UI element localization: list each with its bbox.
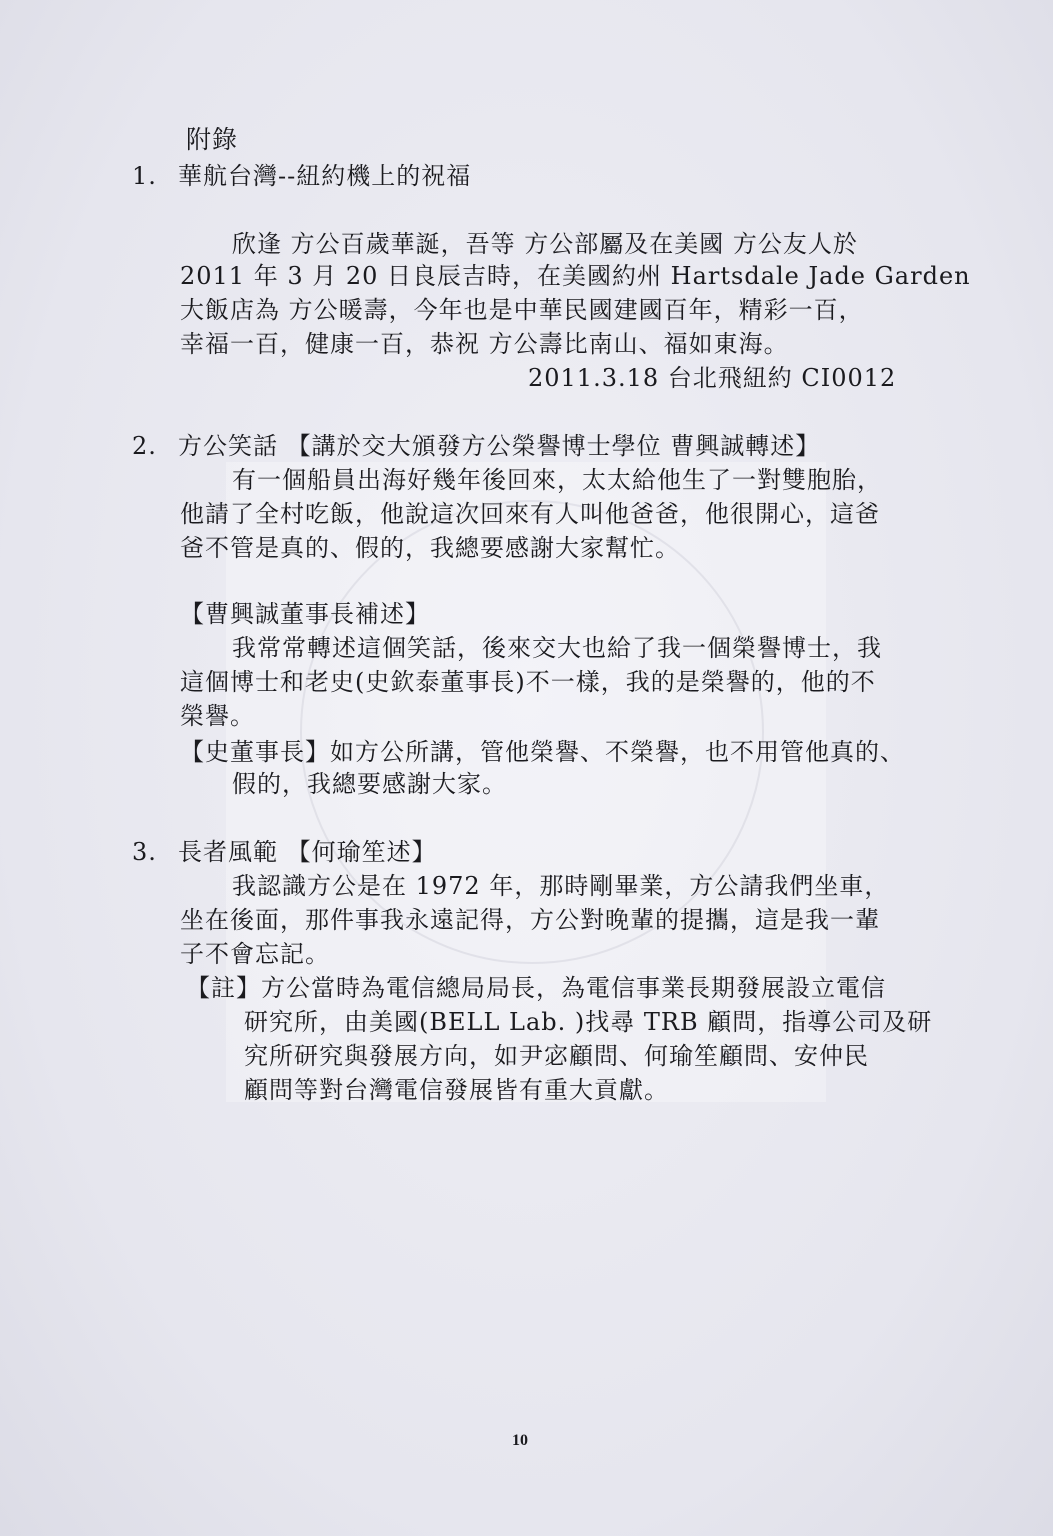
section3-note-line: 【註】方公當時為電信總局局長，為電信事業長期發展設立電信: [186, 974, 886, 1002]
section2-sub-line: 這個博士和老史(史欽泰董事長)不一樣，我的是榮譽的，他的不: [180, 668, 876, 696]
section3-note-line: 研究所，由美國(BELL Lab. )找尋 TRB 顧問，指導公司及研: [244, 1008, 933, 1036]
section1-paragraph-line: 2011 年 3 月 20 日良辰吉時，在美國約州 Hartsdale Jade Garden: [180, 262, 971, 290]
section2-paragraph-line: 他請了全村吃飯，他說這次回來有人叫他爸爸，他很開心，這爸: [180, 500, 880, 528]
section2-sub-heading: 【曹興誠董事長補述】: [180, 600, 430, 628]
section3-paragraph-line: 我認識方公是在 1972 年，那時剛畢業，方公請我們坐車，: [232, 872, 890, 900]
section2-title: 方公笑話 【講於交大頒發方公榮譽博士學位 曹興誠轉述】: [178, 432, 821, 460]
section2-reply-line: 假的，我總要感謝大家。: [232, 770, 507, 798]
section2-sub-line: 榮譽。: [180, 702, 255, 730]
section2-sub-line: 我常常轉述這個笑話，後來交大也給了我一個榮譽博士，我: [232, 634, 882, 662]
section1-paragraph-line: 欣逢 方公百歲華誕，吾等 方公部屬及在美國 方公友人於: [232, 230, 858, 258]
section1-signature: 2011.3.18 台北飛紐約 CI0012: [528, 364, 897, 392]
section3-number: 3.: [132, 838, 157, 866]
section1-title: 華航台灣--紐約機上的祝福: [178, 162, 472, 190]
section2-reply-line: 【史董事長】如方公所講，管他榮譽、不榮譽，也不用管他真的、: [180, 738, 905, 766]
page-number: 10: [512, 1432, 528, 1449]
section1-number: 1.: [132, 162, 157, 190]
section3-paragraph-line: 坐在後面，那件事我永遠記得，方公對晚輩的提攜，這是我一輩: [180, 906, 880, 934]
appendix-heading: 附錄: [186, 125, 239, 154]
section1-paragraph-line: 幸福一百，健康一百，恭祝 方公壽比南山、福如東海。: [180, 330, 789, 358]
section3-note-line: 顧問等對台灣電信發展皆有重大貢獻。: [244, 1076, 669, 1104]
section2-number: 2.: [132, 432, 157, 460]
section3-note-line: 究所研究與發展方向，如尹宓顧問、何瑜笙顧問、安仲民: [244, 1042, 869, 1070]
section2-paragraph-line: 有一個船員出海好幾年後回來，太太給他生了一對雙胞胎，: [232, 466, 882, 494]
section3-paragraph-line: 子不會忘記。: [180, 940, 330, 968]
section1-paragraph-line: 大飯店為 方公暖壽，今年也是中華民國建國百年，精彩一百，: [180, 296, 864, 324]
section2-paragraph-line: 爸不管是真的、假的，我總要感謝大家幫忙。: [180, 534, 680, 562]
section3-title: 長者風範 【何瑜笙述】: [178, 838, 437, 866]
